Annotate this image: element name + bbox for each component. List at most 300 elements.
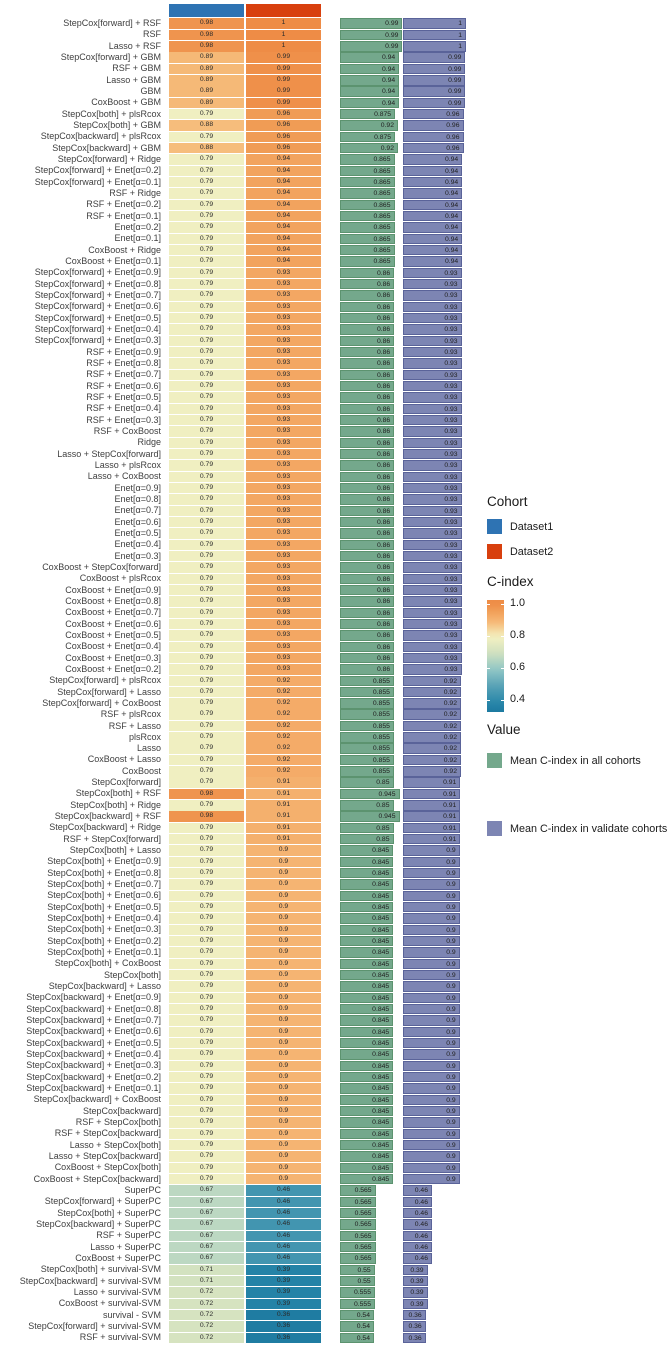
row-label: StepCox[backward] + SuperPC [36, 1218, 161, 1229]
mean-validate-bar-track [403, 86, 469, 96]
table-row [0, 1241, 672, 1252]
row-label: Lasso + plsRcox [94, 459, 161, 470]
dataset1-cell: 0.67 [169, 1185, 244, 1195]
mean-validate-bar-track [403, 596, 469, 606]
table-row [0, 584, 672, 595]
mean-validate-bar: 0.93 [403, 574, 462, 584]
mean-all-bar: 0.865 [340, 154, 395, 164]
mean-all-bar-track [340, 30, 403, 40]
table-row [0, 120, 672, 131]
dataset2-cell: 0.9 [246, 1004, 321, 1014]
dataset2-cell: 0.93 [246, 438, 321, 448]
mean-all-bar-track [340, 766, 403, 776]
mean-validate-bar-track [403, 676, 469, 686]
mean-all-bar: 0.54 [340, 1333, 374, 1343]
dataset1-cell: 0.79 [169, 1106, 244, 1116]
mean-all-bar-track [340, 1231, 403, 1241]
dataset1-cell: 0.79 [169, 472, 244, 482]
table-row [0, 1015, 672, 1026]
table-row [0, 618, 672, 629]
mean-all-bar: 0.86 [340, 460, 394, 470]
table-row [0, 879, 672, 890]
mean-all-bar-track [340, 506, 403, 516]
mean-validate-bar: 0.93 [403, 472, 462, 482]
mean-validate-bar-track [403, 279, 469, 289]
dataset1-cell: 0.72 [169, 1321, 244, 1331]
dataset1-cell: 0.79 [169, 528, 244, 538]
mean-validate-bar-track [403, 721, 469, 731]
mean-all-bar: 0.865 [340, 211, 395, 221]
mean-all-bar: 0.845 [340, 1083, 393, 1093]
dataset1-cell: 0.79 [169, 506, 244, 516]
mean-validate-bar: 0.9 [403, 1038, 460, 1048]
mean-all-bar: 0.565 [340, 1219, 376, 1229]
mean-all-bar-track [340, 913, 403, 923]
mean-validate-bar: 0.9 [403, 993, 460, 1003]
dataset2-cell: 0.9 [246, 1015, 321, 1025]
mean-all-bar-track [340, 981, 403, 991]
mean-all-bar-track [340, 947, 403, 957]
dataset1-cell: 0.79 [169, 721, 244, 731]
mean-validate-bar-track [403, 687, 469, 697]
mean-all-bar-track [340, 1151, 403, 1161]
mean-all-bar: 0.565 [340, 1185, 376, 1195]
mean-all-bar-track [340, 993, 403, 1003]
mean-validate-bar-track [403, 902, 469, 912]
mean-all-bar: 0.86 [340, 381, 394, 391]
table-row [0, 177, 672, 188]
mean-validate-bar-track [403, 1095, 469, 1105]
row-label: CoxBoost + Enet[α=0.6] [65, 618, 161, 629]
row-label: Enet[α=0.2] [114, 222, 161, 233]
table-row [0, 1038, 672, 1049]
dataset2-cell: 0.9 [246, 1151, 321, 1161]
mean-validate-bar-track [403, 154, 469, 164]
cindex-colorbar [487, 596, 526, 712]
dataset1-cell: 0.79 [169, 1129, 244, 1139]
mean-validate-bar: 0.93 [403, 290, 462, 300]
row-label: RSF + Enet[α=0.4] [86, 403, 161, 414]
table-row [0, 686, 672, 697]
mean-all-bar-track [340, 1208, 403, 1218]
mean-validate-bar: 0.99 [403, 86, 465, 96]
table-row [0, 1309, 672, 1320]
dataset2-cell: 0.46 [246, 1208, 321, 1218]
dataset1-cell: 0.79 [169, 993, 244, 1003]
mean-validate-bar-track [403, 1321, 469, 1331]
mean-all-bar: 0.86 [340, 642, 394, 652]
table-row [0, 1026, 672, 1037]
mean-all-bar: 0.86 [340, 664, 394, 674]
legend-item-mean-all [487, 753, 667, 768]
dataset2-cell: 0.9 [246, 891, 321, 901]
row-label: StepCox[both] + Enet[α=0.7] [47, 879, 161, 890]
row-label: RSF + GBM [112, 63, 161, 74]
dataset2-cell: 0.93 [246, 517, 321, 527]
dataset2-cell: 0.94 [246, 256, 321, 266]
row-label: StepCox[forward] + GBM [60, 52, 161, 63]
mean-validate-bar: 0.93 [403, 313, 462, 323]
mean-all-bar: 0.86 [340, 562, 394, 572]
row-label: StepCox[backward] + Ridge [49, 822, 161, 833]
dataset2-cell: 0.93 [246, 358, 321, 368]
dataset2-cell: 0.9 [246, 959, 321, 969]
mean-all-bar-track [340, 256, 403, 266]
table-row [0, 981, 672, 992]
dataset2-cell: 0.93 [246, 449, 321, 459]
mean-validate-bar: 0.39 [403, 1299, 428, 1309]
table-row [0, 868, 672, 879]
mean-all-bar-track [340, 743, 403, 753]
table-row [0, 143, 672, 154]
mean-all-bar: 0.86 [340, 517, 394, 527]
mean-validate-bar: 0.9 [403, 1015, 460, 1025]
mean-validate-bar: 0.93 [403, 460, 462, 470]
mean-validate-bar-track [403, 494, 469, 504]
tick-mark [501, 668, 504, 669]
mean-validate-bar-track [403, 1038, 469, 1048]
mean-all-bar-track [340, 959, 403, 969]
mean-all-bar-track [340, 1106, 403, 1116]
row-label: StepCox[forward] + CoxBoost [42, 697, 161, 708]
mean-validate-bar: 0.93 [403, 268, 462, 278]
mean-all-bar: 0.55 [340, 1265, 375, 1275]
row-label: RSF + Enet[α=0.8] [86, 358, 161, 368]
tick-mark [487, 700, 490, 701]
row-label: StepCox[backward] + Enet[α=0.2] [26, 1071, 161, 1082]
mean-all-bar-track [340, 925, 403, 935]
mean-all-bar-track [340, 290, 403, 300]
dataset2-cell: 0.9 [246, 1061, 321, 1071]
dataset2-cell: 0.91 [246, 789, 321, 799]
mean-validate-bar-track [403, 642, 469, 652]
mean-validate-bar: 0.93 [403, 664, 462, 674]
dataset1-cell: 0.79 [169, 732, 244, 742]
row-label: StepCox[forward] + plsRcox [49, 675, 161, 686]
cohort-legend [487, 494, 672, 559]
mean-all-bar: 0.86 [340, 358, 394, 368]
mean-all-bar: 0.855 [340, 755, 394, 765]
mean-validate-bar-track [403, 811, 469, 821]
dataset1-cell: 0.79 [169, 109, 244, 119]
dataset2-cell: 0.94 [246, 245, 321, 255]
dataset2-cell: 1 [246, 30, 321, 40]
mean-all-bar-track [340, 234, 403, 244]
mean-validate-bar-track [403, 879, 469, 889]
dataset2-cell: 0.93 [246, 642, 321, 652]
dataset1-cell: 0.79 [169, 358, 244, 368]
mean-all-bar-track [340, 1083, 403, 1093]
mean-validate-bar: 0.92 [403, 676, 461, 686]
mean-all-bar: 0.86 [340, 472, 394, 482]
mean-all-bar-track [340, 483, 403, 493]
mean-validate-bar-track [403, 1208, 469, 1218]
row-label: StepCox[forward] + survival-SVM [28, 1320, 161, 1331]
table-row [0, 63, 672, 74]
row-label: CoxBoost + StepCox[both] [54, 1162, 161, 1173]
dataset2-cell: 0.93 [246, 528, 321, 538]
table-row [0, 335, 672, 346]
mean-all-bar: 0.94 [340, 64, 399, 74]
mean-all-bar-track [340, 166, 403, 176]
mean-all-bar-track [340, 177, 403, 187]
mean-validate-bar: 0.93 [403, 381, 462, 391]
table-row [0, 426, 672, 437]
mean-all-bar-track [340, 336, 403, 346]
row-label: Lasso + RSF [108, 40, 161, 51]
dataset2-cell: 0.46 [246, 1253, 321, 1263]
mean-validate-bar: 0.93 [403, 506, 462, 516]
mean-validate-bar-track [403, 664, 469, 674]
mean-all-bar: 0.86 [340, 324, 394, 334]
dataset1-cell: 0.79 [169, 460, 244, 470]
mean-all-bar: 0.86 [340, 551, 394, 561]
dataset1-cell: 0.79 [169, 234, 244, 244]
dataset2-cell: 0.93 [246, 472, 321, 482]
mean-all-bar-track [340, 879, 403, 889]
mean-all-bar: 0.86 [340, 494, 394, 504]
dataset1-cell: 0.79 [169, 166, 244, 176]
table-row [0, 947, 672, 958]
dataset2-cell: 0.96 [246, 143, 321, 153]
mean-validate-bar: 0.93 [403, 336, 462, 346]
dataset2-cell: 0.9 [246, 868, 321, 878]
dataset2-swatch [487, 544, 502, 559]
mean-all-bar-track [340, 1072, 403, 1082]
row-label: RSF + Enet[α=0.2] [86, 199, 161, 210]
dataset2-cell: 0.93 [246, 574, 321, 584]
dataset2-cell: 0.91 [246, 834, 321, 844]
mean-validate-bar-track [403, 358, 469, 368]
table-row [0, 324, 672, 335]
dataset1-cell: 0.79 [169, 290, 244, 300]
dataset1-cell: 0.79 [169, 687, 244, 697]
row-label: StepCox[backward] [82, 1105, 161, 1116]
table-row [0, 290, 672, 301]
dataset1-cell: 0.79 [169, 857, 244, 867]
dataset1-cell: 0.79 [169, 777, 244, 787]
mean-all-bar-track [340, 1095, 403, 1105]
tick-mark [501, 700, 504, 701]
dataset1-cell: 0.79 [169, 517, 244, 527]
mean-validate-bar-track [403, 336, 469, 346]
rows-container [0, 18, 672, 1343]
mean-validate-bar: 1 [403, 18, 466, 28]
mean-validate-bar-track [403, 630, 469, 640]
mean-validate-bar-track [403, 1061, 469, 1071]
row-label: CoxBoost [121, 765, 161, 776]
row-label: StepCox[forward] + Enet[α=0.9] [34, 267, 161, 278]
dataset1-cell: 0.79 [169, 245, 244, 255]
mean-validate-bar-track [403, 709, 469, 719]
mean-validate-bar: 0.46 [403, 1253, 432, 1263]
mean-validate-bar: 0.93 [403, 358, 462, 368]
table-row [0, 890, 672, 901]
mean-validate-bar-track [403, 1310, 469, 1320]
mean-validate-bar: 0.9 [403, 1140, 460, 1150]
mean-validate-bar-track [403, 75, 469, 85]
mean-validate-bar: 0.92 [403, 743, 461, 753]
mean-validate-bar-track [403, 1083, 469, 1093]
mean-validate-bar: 0.94 [403, 154, 462, 164]
mean-validate-bar-track [403, 574, 469, 584]
mean-validate-bar: 0.9 [403, 970, 460, 980]
dataset2-cell: 0.9 [246, 925, 321, 935]
mean-validate-bar: 0.46 [403, 1185, 432, 1195]
mean-all-bar: 0.845 [340, 959, 393, 969]
row-label: RSF + Enet[α=0.9] [86, 346, 161, 357]
mean-validate-bar-track [403, 449, 469, 459]
row-label: StepCox[forward] + Enet[α=0.5] [34, 312, 161, 323]
table-row [0, 652, 672, 663]
table-row [0, 86, 672, 97]
mean-validate-bar-track [403, 188, 469, 198]
mean-validate-bar-track [403, 653, 469, 663]
mean-validate-bar: 0.93 [403, 494, 462, 504]
mean-validate-bar-track [403, 743, 469, 753]
dataset2-cell: 0.9 [246, 993, 321, 1003]
mean-all-bar-track [340, 1185, 403, 1195]
mean-validate-bar-track [403, 222, 469, 232]
table-row [0, 41, 672, 52]
dataset1-cell: 0.79 [169, 256, 244, 266]
mean-all-bar-track [340, 891, 403, 901]
row-label: StepCox[both] + Enet[α=0.6] [47, 890, 161, 901]
dataset2-cell: 0.94 [246, 188, 321, 198]
mean-validate-bar-track [403, 177, 469, 187]
mean-all-bar-track [340, 1015, 403, 1025]
mean-all-bar-track [340, 324, 403, 334]
dataset2-cell: 0.36 [246, 1333, 321, 1343]
dataset2-cell: 0.93 [246, 506, 321, 516]
dataset1-cell: 0.88 [169, 120, 244, 130]
table-row [0, 630, 672, 641]
mean-validate-bar-track [403, 868, 469, 878]
table-row [0, 245, 672, 256]
dataset1-cell: 0.79 [169, 1027, 244, 1037]
mean-validate-bar-track [403, 1004, 469, 1014]
mean-validate-bar-track [403, 981, 469, 991]
mean-validate-bar: 0.9 [403, 981, 460, 991]
table-row [0, 52, 672, 63]
table-row [0, 1196, 672, 1207]
mean-validate-bar: 0.92 [403, 766, 461, 776]
dataset2-cell: 0.93 [246, 630, 321, 640]
dataset2-cell: 0.46 [246, 1242, 321, 1252]
mean-all-bar: 0.86 [340, 585, 394, 595]
dataset1-cell: 0.67 [169, 1208, 244, 1218]
dataset2-cell: 0.99 [246, 98, 321, 108]
mean-all-bar: 0.845 [340, 1004, 393, 1014]
mean-validate-bar: 0.92 [403, 732, 461, 742]
mean-all-bar-track [340, 200, 403, 210]
mean-validate-bar-track [403, 268, 469, 278]
mean-validate-bar-track [403, 1265, 469, 1275]
table-row [0, 970, 672, 981]
dataset1-label: Dataset1 [510, 520, 554, 533]
dataset2-cell: 0.92 [246, 766, 321, 776]
mean-validate-bar-track [403, 517, 469, 527]
mean-validate-bar-track [403, 109, 469, 119]
mean-all-bar: 0.945 [340, 789, 400, 799]
mean-validate-bar-track [403, 528, 469, 538]
mean-validate-bar-track [403, 1163, 469, 1173]
table-row [0, 256, 672, 267]
dataset2-cell: 0.92 [246, 687, 321, 697]
mean-validate-bar: 0.96 [403, 132, 464, 142]
mean-validate-bar: 0.93 [403, 517, 462, 527]
mean-validate-bar: 0.93 [403, 415, 462, 425]
row-label: RSF + Enet[α=0.1] [86, 210, 161, 221]
mean-all-bar: 0.845 [340, 857, 393, 867]
mean-validate-bar: 0.94 [403, 245, 462, 255]
dataset1-cell: 0.79 [169, 324, 244, 334]
mean-all-bar-track [340, 86, 403, 96]
mean-validate-bar: 0.92 [403, 755, 461, 765]
mean-all-bar: 0.845 [340, 1151, 393, 1161]
row-label: StepCox[both] + Enet[α=0.2] [47, 935, 161, 946]
mean-all-bar: 0.99 [340, 18, 402, 28]
dataset2-cell: 0.9 [246, 845, 321, 855]
mean-validate-bar: 0.93 [403, 585, 462, 595]
mean-all-bar: 0.86 [340, 574, 394, 584]
mean-validate-bar-track [403, 732, 469, 742]
mean-all-bar: 0.86 [340, 302, 394, 312]
mean-validate-bar: 0.9 [403, 1106, 460, 1116]
row-label: Lasso [136, 743, 161, 754]
dataset1-cell: 0.79 [169, 766, 244, 776]
mean-all-bar: 0.855 [340, 743, 394, 753]
mean-validate-bar: 0.9 [403, 925, 460, 935]
mean-validate-bar: 0.93 [403, 426, 462, 436]
mean-all-bar-track [340, 619, 403, 629]
dataset2-cell: 0.92 [246, 721, 321, 731]
mean-validate-bar: 0.46 [403, 1231, 432, 1241]
cindex-tick-0.8: 0.8 [510, 628, 526, 641]
mean-all-bar: 0.94 [340, 75, 399, 85]
table-row [0, 211, 672, 222]
tick-mark [487, 636, 490, 637]
dataset1-cell: 0.79 [169, 211, 244, 221]
dataset1-cell: 0.79 [169, 630, 244, 640]
mean-validate-bar: 0.91 [403, 834, 460, 844]
cindex-tick-0.4: 0.4 [510, 692, 526, 705]
mean-validate-bar-track [403, 18, 469, 28]
row-label: CoxBoost + Enet[α=0.9] [65, 584, 161, 595]
mean-all-bar-track [340, 857, 403, 867]
legend-item-mean-validate [487, 821, 667, 836]
dataset1-cell: 0.79 [169, 891, 244, 901]
dataset1-cell: 0.79 [169, 642, 244, 652]
dataset1-cell: 0.79 [169, 676, 244, 686]
table-row [0, 1094, 672, 1105]
dataset1-cell: 0.79 [169, 834, 244, 844]
mean-validate-bar-track [403, 370, 469, 380]
mean-all-bar: 0.845 [340, 1129, 393, 1139]
dataset2-cell: 0.93 [246, 664, 321, 674]
mean-all-label: Mean C-index in all cohorts [510, 754, 641, 767]
mean-validate-bar-track [403, 766, 469, 776]
dataset1-cell: 0.98 [169, 30, 244, 40]
mean-validate-bar-track [403, 925, 469, 935]
dataset2-cell: 0.93 [246, 483, 321, 493]
mean-all-bar-track [340, 562, 403, 572]
mean-all-bar-track [340, 1242, 403, 1252]
dataset2-cell: 0.9 [246, 1095, 321, 1105]
row-label: StepCox[forward] + Ridge [57, 154, 161, 165]
dataset2-cell: 0.39 [246, 1265, 321, 1275]
table-row [0, 448, 672, 459]
